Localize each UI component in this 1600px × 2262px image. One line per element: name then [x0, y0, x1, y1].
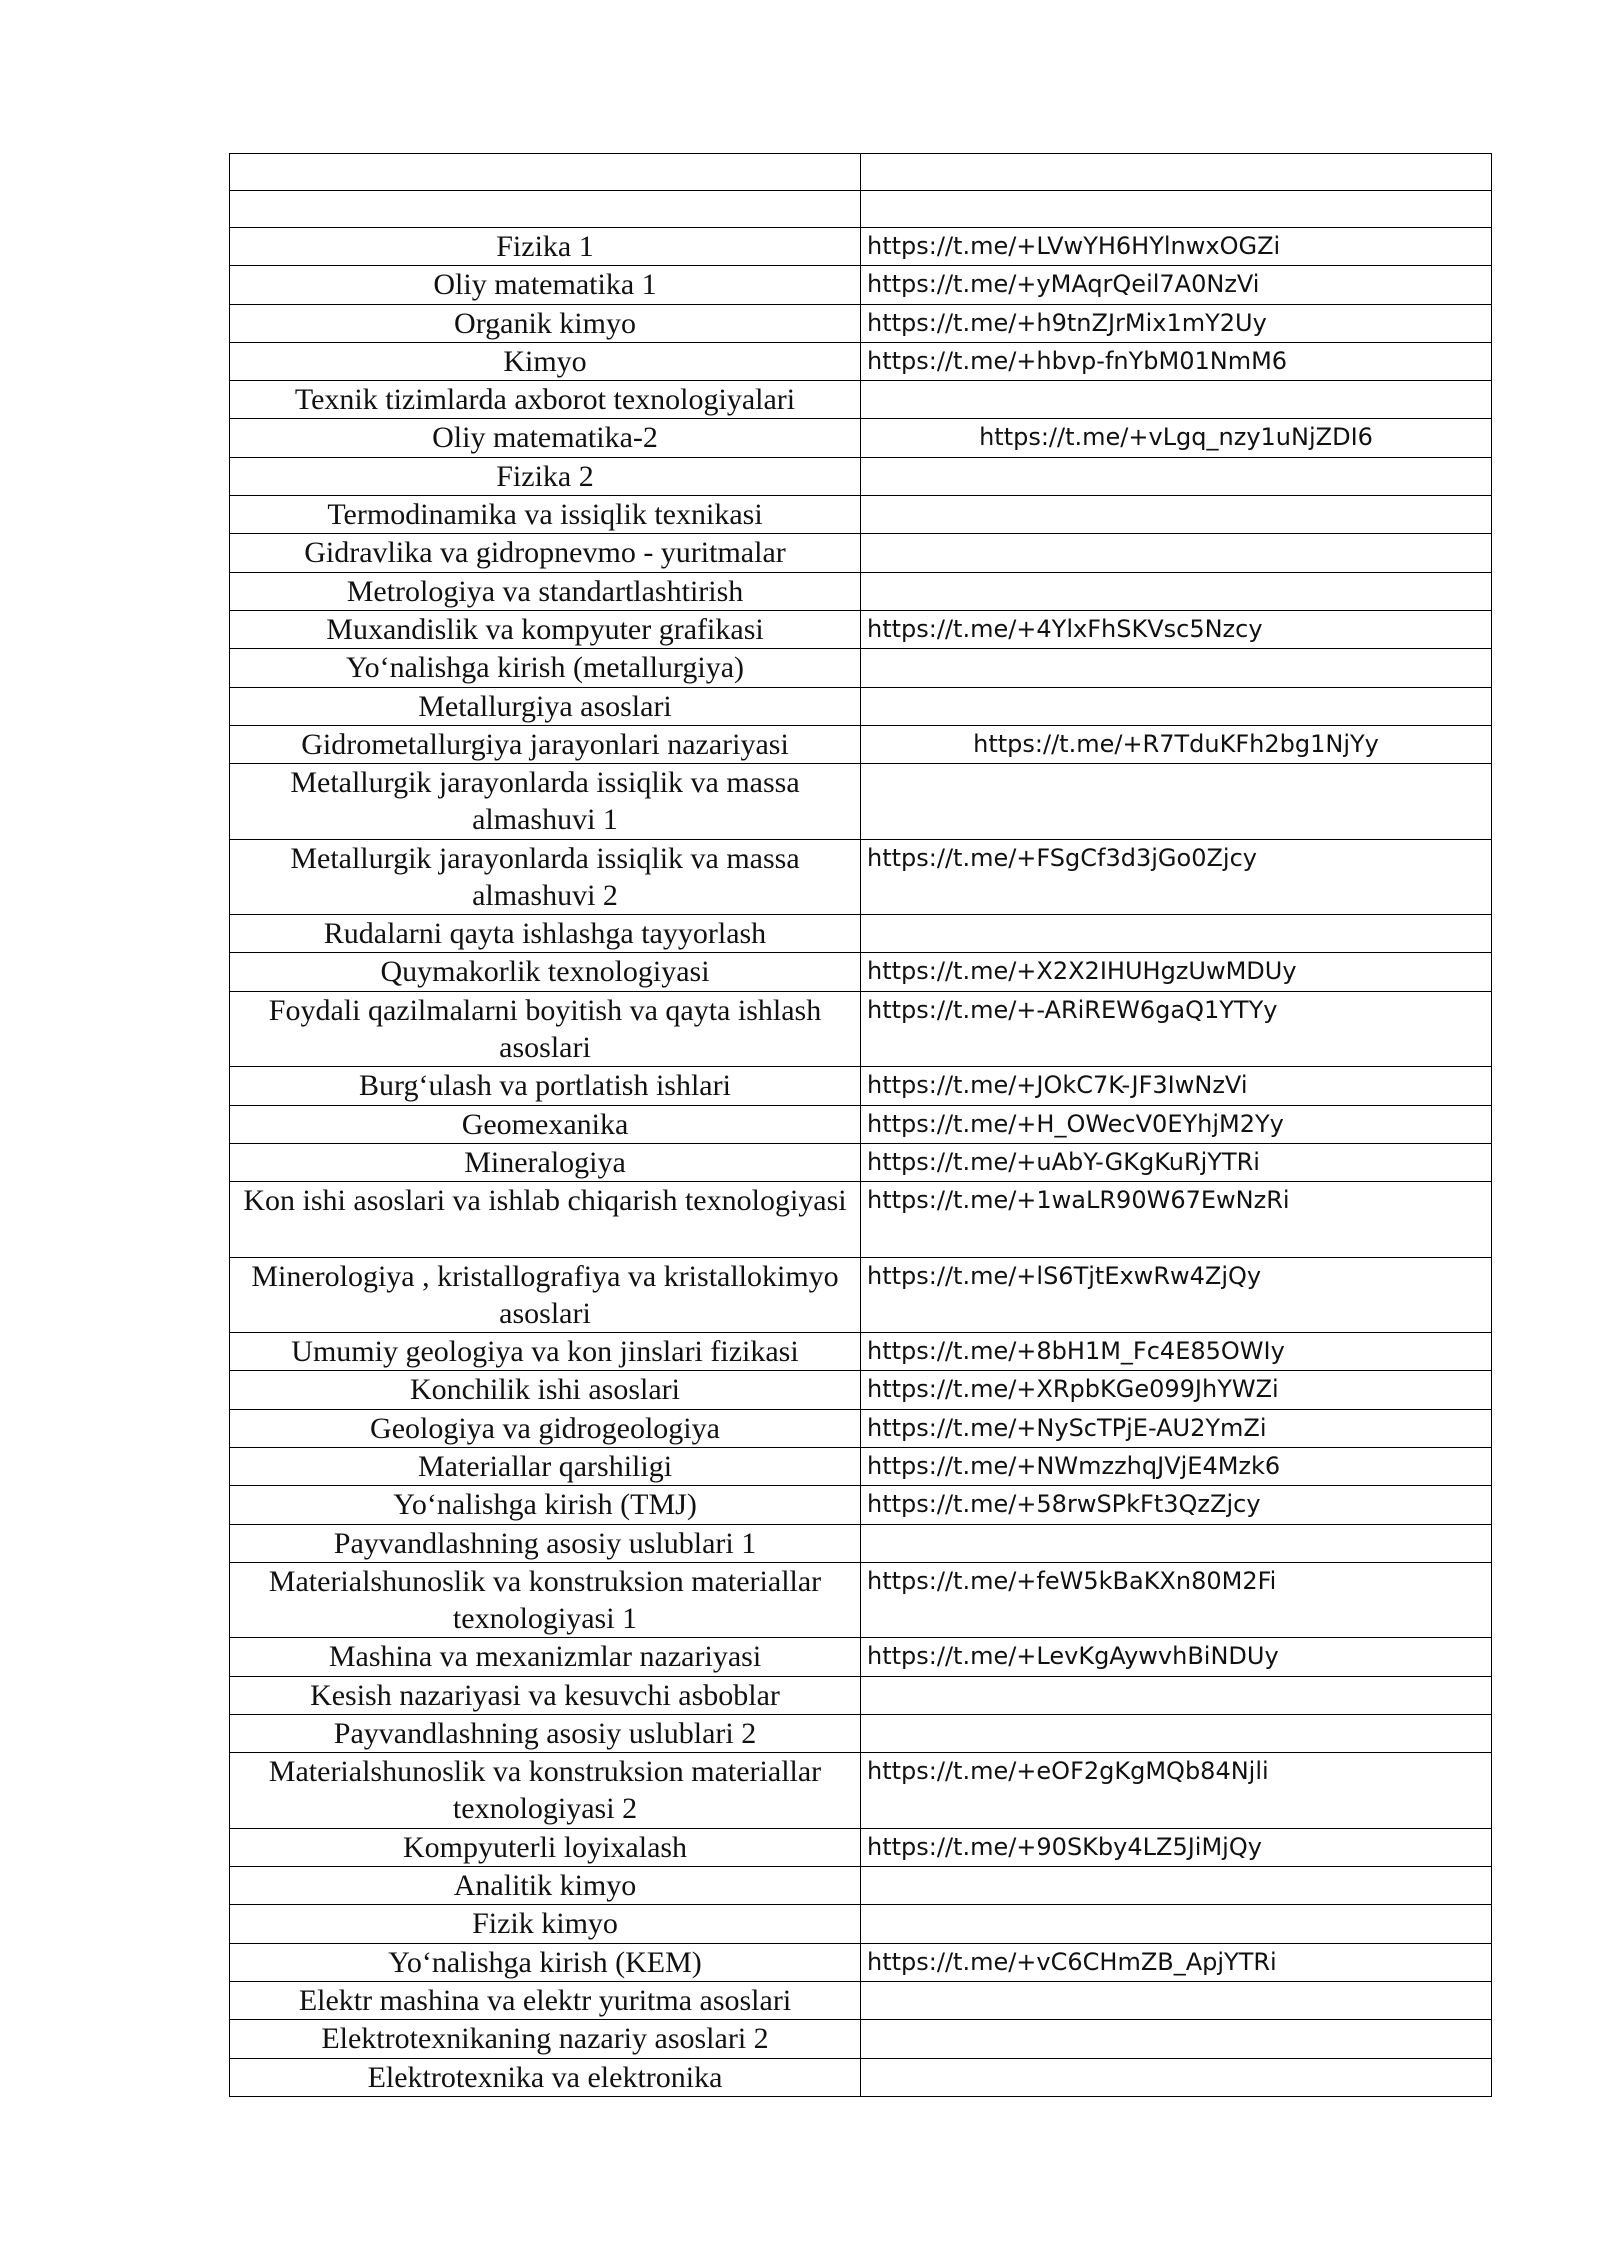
subject-cell: Payvandlashning asosiy uslublari 2: [230, 1715, 861, 1753]
subject-cell: Konchilik ishi asoslari: [230, 1371, 861, 1409]
table-row: [230, 1448, 1492, 1486]
link-cell: [861, 1676, 1492, 1714]
link-cell[interactable]: https://t.me/+LVwYH6HYlnwxOGZi: [861, 228, 1492, 266]
table-row: [230, 1182, 1492, 1258]
link-cell: [861, 915, 1492, 953]
table-row: [230, 342, 1492, 380]
subject-cell: Umumiy geologiya va kon jinslari fizikasi: [230, 1333, 861, 1371]
subject-cell: Fizika 1: [230, 228, 861, 266]
link-cell[interactable]: https://t.me/+h9tnZJrMix1mY2Uy: [861, 304, 1492, 342]
link-cell[interactable]: https://t.me/+LevKgAywvhBiNDUy: [861, 1638, 1492, 1676]
link-cell[interactable]: https://t.me/+XRpbKGe099JhYWZi: [861, 1371, 1492, 1409]
table-row: [230, 1143, 1492, 1181]
subject-cell: Fizika 2: [230, 457, 861, 495]
link-cell[interactable]: https://t.me/+vLgq_nzy1uNjZDI6: [861, 419, 1492, 457]
table-row: [230, 304, 1492, 342]
subject-cell: Oliy matematika-2: [230, 419, 861, 457]
link-cell[interactable]: https://t.me/+yMAqrQeil7A0NzVi: [861, 266, 1492, 304]
table-row: [230, 572, 1492, 610]
table-row: [230, 1828, 1492, 1866]
subject-cell: Kesish nazariyasi va kesuvchi asboblar: [230, 1676, 861, 1714]
link-cell[interactable]: https://t.me/+lS6TjtExwRw4ZjQy: [861, 1257, 1492, 1333]
link-cell[interactable]: https://t.me/+NyScTPjE-AU2YmZi: [861, 1409, 1492, 1447]
subject-links-table: [229, 153, 1492, 2097]
subject-cell: Kompyuterli loyixalash: [230, 1828, 861, 1866]
subject-cell: [230, 191, 861, 228]
link-cell[interactable]: https://t.me/+90SKby4LZ5JiMjQy: [861, 1828, 1492, 1866]
table-row: [230, 534, 1492, 572]
subject-cell: Organik kimyo: [230, 304, 861, 342]
subject-cell: Gidravlika va gidropnevmo - yuritmalar: [230, 534, 861, 572]
link-cell: [861, 687, 1492, 725]
table-row: [230, 915, 1492, 953]
link-cell[interactable]: https://t.me/+8bH1M_Fc4E85OWIy: [861, 1333, 1492, 1371]
subject-cell: Mashina va mexanizmlar nazariyasi: [230, 1638, 861, 1676]
subject-cell: [230, 154, 861, 191]
link-cell: [861, 1715, 1492, 1753]
subject-cell: Yo‘nalishga kirish (KEM): [230, 1943, 861, 1981]
table-row: [230, 1562, 1492, 1638]
subject-cell: Yo‘nalishga kirish (metallurgiya): [230, 649, 861, 687]
link-cell[interactable]: https://t.me/+H_OWecV0EYhjM2Yy: [861, 1105, 1492, 1143]
table-row: [230, 1905, 1492, 1943]
table-row: [230, 1943, 1492, 1981]
table-row: [230, 266, 1492, 304]
table-row: [230, 764, 1492, 840]
table-row: [230, 725, 1492, 763]
table-row: [230, 1371, 1492, 1409]
link-cell[interactable]: https://t.me/+-ARiREW6gaQ1YTYy: [861, 991, 1492, 1067]
link-cell: [861, 572, 1492, 610]
table-row: [230, 1867, 1492, 1905]
link-cell[interactable]: https://t.me/+JOkC7K-JF3IwNzVi: [861, 1067, 1492, 1105]
link-cell[interactable]: https://t.me/+4YlxFhSKVsc5Nzcy: [861, 610, 1492, 648]
link-cell[interactable]: https://t.me/+eOF2gKgMQb84Njli: [861, 1753, 1492, 1829]
table-row: [230, 1753, 1492, 1829]
subject-cell: Texnik tizimlarda axborot texnologiyalari: [230, 381, 861, 419]
table-row: [230, 381, 1492, 419]
link-cell[interactable]: https://t.me/+uAbY-GKgKuRjYTRi: [861, 1143, 1492, 1181]
table-row: [230, 154, 1492, 191]
link-cell: [861, 2058, 1492, 2096]
subject-cell: Muxandislik va kompyuter grafikasi: [230, 610, 861, 648]
link-cell[interactable]: https://t.me/+FSgCf3d3jGo0Zjcy: [861, 839, 1492, 915]
subject-cell: Geologiya va gidrogeologiya: [230, 1409, 861, 1447]
table-row: [230, 1105, 1492, 1143]
table-row: [230, 991, 1492, 1067]
subject-cell: Kimyo: [230, 342, 861, 380]
table-row: [230, 2058, 1492, 2096]
table-row: [230, 1715, 1492, 1753]
link-cell: [861, 2020, 1492, 2058]
subject-cell: Mineralogiya: [230, 1143, 861, 1181]
subject-cell: Foydali qazilmalarni boyitish va qayta ishlash asoslari: [230, 991, 861, 1067]
link-cell: [861, 1524, 1492, 1562]
subject-cell: Oliy matematika 1: [230, 266, 861, 304]
link-cell: [861, 764, 1492, 840]
link-cell[interactable]: https://t.me/+R7TduKFh2bg1NjYy: [861, 725, 1492, 763]
table-row: [230, 1486, 1492, 1524]
link-cell: [861, 191, 1492, 228]
table-row: [230, 1067, 1492, 1105]
table-row: [230, 953, 1492, 991]
subject-cell: Elektr mashina va elektr yuritma asoslari: [230, 1982, 861, 2020]
subject-cell: Termodinamika va issiqlik texnikasi: [230, 496, 861, 534]
link-cell[interactable]: https://t.me/+NWmzzhqJVjE4Mzk6: [861, 1448, 1492, 1486]
subject-cell: Payvandlashning asosiy uslublari 1: [230, 1524, 861, 1562]
subject-cell: Materialshunoslik va konstruksion materiallar texnologiyasi 2: [230, 1753, 861, 1829]
link-cell: [861, 1982, 1492, 2020]
subject-cell: Geomexanika: [230, 1105, 861, 1143]
link-cell: [861, 496, 1492, 534]
link-cell[interactable]: https://t.me/+1waLR90W67EwNzRi: [861, 1182, 1492, 1258]
table-row: [230, 496, 1492, 534]
link-cell: [861, 381, 1492, 419]
table-row: [230, 610, 1492, 648]
table-row: [230, 2020, 1492, 2058]
table-row: [230, 839, 1492, 915]
table-row: [230, 649, 1492, 687]
subject-cell: Rudalarni qayta ishlashga tayyorlash: [230, 915, 861, 953]
link-cell: [861, 1905, 1492, 1943]
link-cell[interactable]: https://t.me/+X2X2IHUHgzUwMDUy: [861, 953, 1492, 991]
table-row: [230, 457, 1492, 495]
link-cell: [861, 649, 1492, 687]
subject-cell: Elektrotexnika va elektronika: [230, 2058, 861, 2096]
subject-cell: Metallurgik jarayonlarda issiqlik va massa almashuvi 1: [230, 764, 861, 840]
subject-cell: Kon ishi asoslari va ishlab chiqarish texnologiyasi: [230, 1182, 861, 1258]
subject-cell: Yo‘nalishga kirish (TMJ): [230, 1486, 861, 1524]
table-row: [230, 419, 1492, 457]
subject-cell: Elektrotexnikaning nazariy asoslari 2: [230, 2020, 861, 2058]
subject-cell: Gidrometallurgiya jarayonlari nazariyasi: [230, 725, 861, 763]
subject-cell: Metallurgiya asoslari: [230, 687, 861, 725]
subject-cell: Burg‘ulash va portlatish ishlari: [230, 1067, 861, 1105]
link-cell: [861, 1867, 1492, 1905]
link-cell[interactable]: https://t.me/+58rwSPkFt3QzZjcy: [861, 1486, 1492, 1524]
link-cell[interactable]: https://t.me/+hbvp-fnYbM01NmM6: [861, 342, 1492, 380]
link-cell: [861, 154, 1492, 191]
subject-cell: Minerologiya , kristallografiya va kristallokimyo asoslari: [230, 1257, 861, 1333]
table-row: [230, 1638, 1492, 1676]
subject-cell: Materialshunoslik va konstruksion materiallar texnologiyasi 1: [230, 1562, 861, 1638]
table-row: [230, 1257, 1492, 1333]
subject-cell: Materiallar qarshiligi: [230, 1448, 861, 1486]
link-cell: [861, 534, 1492, 572]
link-cell[interactable]: https://t.me/+vC6CHmZB_ApjYTRi: [861, 1943, 1492, 1981]
subject-cell: Metallurgik jarayonlarda issiqlik va massa almashuvi 2: [230, 839, 861, 915]
link-cell[interactable]: https://t.me/+feW5kBaKXn80M2Fi: [861, 1562, 1492, 1638]
table-row: [230, 1982, 1492, 2020]
table-row: [230, 1524, 1492, 1562]
table-row: [230, 687, 1492, 725]
table-row: [230, 228, 1492, 266]
table-body: [230, 154, 1492, 2097]
subject-cell: Fizik kimyo: [230, 1905, 861, 1943]
subject-cell: Quymakorlik texnologiyasi: [230, 953, 861, 991]
table-row: [230, 1409, 1492, 1447]
table-row: [230, 1676, 1492, 1714]
table-row: [230, 1333, 1492, 1371]
table-row: [230, 191, 1492, 228]
link-cell: [861, 457, 1492, 495]
subject-cell: Metrologiya va standartlashtirish: [230, 572, 861, 610]
subject-cell: Analitik kimyo: [230, 1867, 861, 1905]
